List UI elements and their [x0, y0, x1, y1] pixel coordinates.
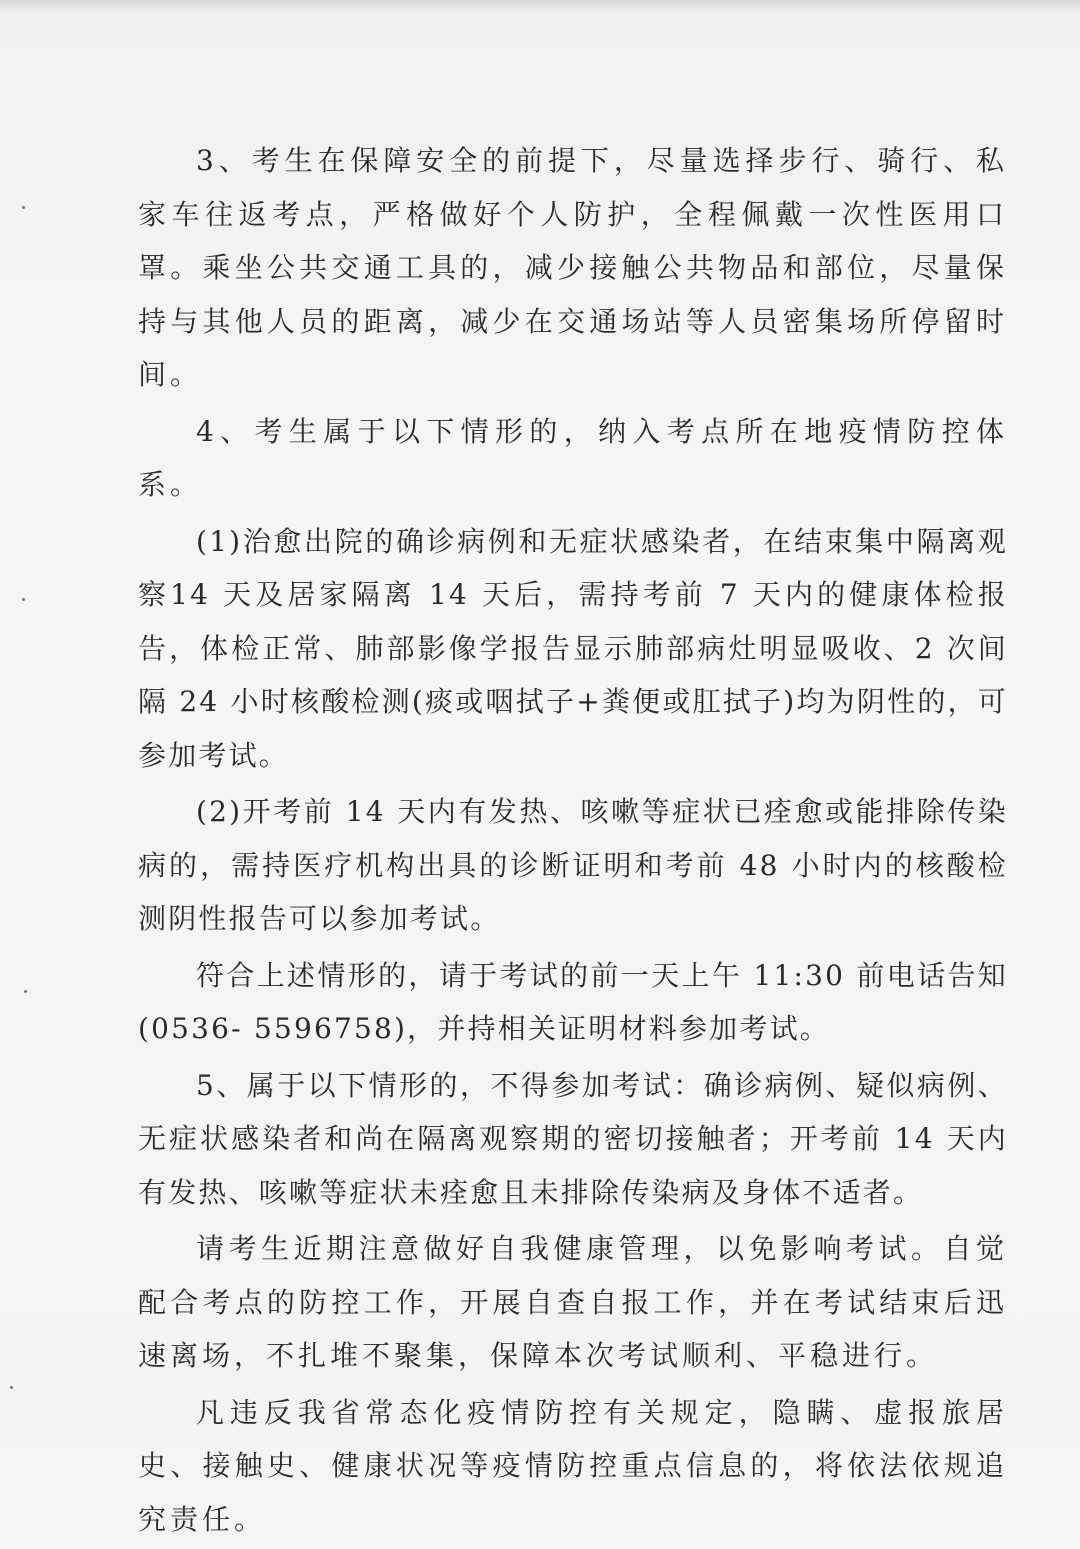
paragraph-subitem-2: (2)开考前 14 天内有发热、咳嗽等症状已痊愈或能排除传染病的，需持医疗机构出具的诊断证明和考前 48 小时内的核酸检测阴性报告可以参加考试。 — [138, 795, 1008, 935]
paragraph-item-3: 3、考生在保障安全的前提下，尽量选择步行、骑行、私家车往返考点，严格做好个人防护，全程佩戴一次性医用口罩。乘坐公共交通工具的，减少接触公共物品和部位，尽量保持与其他人员的距离，减少在交通场站等人员密集场所停留时间。 — [138, 144, 1008, 391]
scan-speck — [24, 990, 27, 993]
paragraph-liability: 凡违反我省常态化疫情防控有关规定，隐瞒、虚报旅居史、接触史、健康状况等疫情防控重点信息的，将依法依规追究责任。 — [138, 1395, 1008, 1536]
paragraph-item-4: 4、考生属于以下情形的，纳入考点所在地疫情防控体系。 — [138, 414, 1008, 501]
paragraph-item-5: 5、属于以下情形的，不得参加考试：确诊病例、疑似病例、无症状感染者和尚在隔离观察期的密切接触者；开考前 14 天内有发热、咳嗽等症状未痊愈且未排除传染病及身体不适者。 — [138, 1068, 1008, 1209]
scan-speck — [22, 598, 25, 601]
scan-edge-shadow — [0, 0, 1080, 14]
paragraph-contact-notice: 符合上述情形的，请于考试的前一天上午 11:30 前电话告知(0536- 5596758)，并持相关证明材料参加考试。 — [138, 958, 1008, 1045]
scan-speck — [10, 1386, 13, 1389]
scan-speck — [22, 206, 25, 209]
document-body — [138, 134, 1008, 1549]
paragraph-subitem-1: (1)治愈出院的确诊病例和无症状感染者，在结束集中隔离观察14 天及居家隔离 14 天后，需持考前 7 天内的健康体检报告，体检正常、肺部影像学报告显示肺部病灶明显吸收、2 次间隔 24 小时核酸检测(痰或咽拭子+粪便或肛拭子)均为阴性的，可参加考试。 — [138, 524, 1008, 772]
paragraph-health-management: 请考生近期注意做好自我健康管理，以免影响考试。自觉配合考点的防控工作，开展自查自报工作，并在考试结束后迅速离场，不扎堆不聚集，保障本次考试顺利、平稳进行。 — [138, 1232, 1008, 1372]
